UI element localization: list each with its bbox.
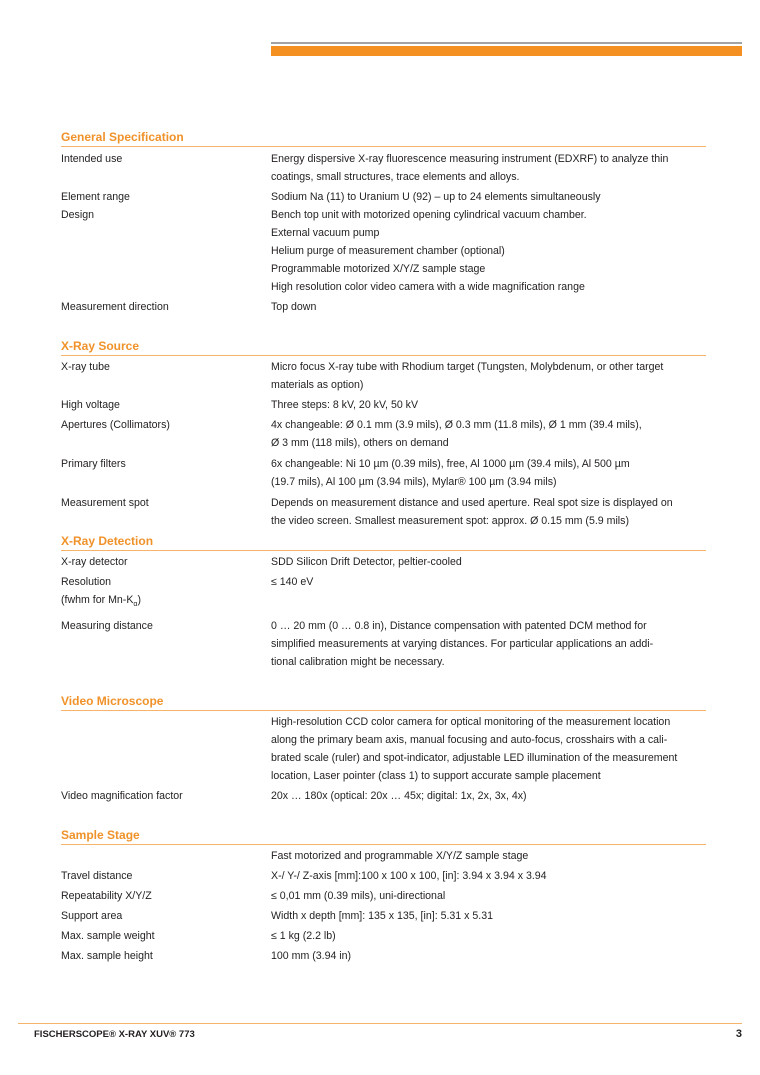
spec-label: Measurement direction xyxy=(61,301,169,313)
spec-value-line: High-resolution CCD color camera for optical monitoring of the measurement location xyxy=(271,716,671,729)
section-general-specification xyxy=(61,129,706,316)
spec-label xyxy=(61,573,271,614)
spec-value xyxy=(271,617,706,671)
section-title: General Specification xyxy=(61,129,706,147)
spec-value-line: 20x … 180x (optical: 20x … 45x; digital: 1x, 2x, 3x, 4x) xyxy=(271,790,527,803)
spec-label: X-ray detector xyxy=(61,556,128,568)
spec-label-text: (fwhm for Mn-K xyxy=(61,594,134,606)
spec-value xyxy=(271,416,706,452)
spec-row xyxy=(61,573,706,614)
spec-label: Travel distance xyxy=(61,870,133,883)
spec-value-line: materials as option) xyxy=(271,379,364,391)
spec-row xyxy=(61,455,706,491)
spec-value-line: Top down xyxy=(271,301,317,313)
header-orange-bar xyxy=(271,46,742,56)
spec-row xyxy=(61,947,706,965)
spec-row xyxy=(61,713,706,785)
spec-value-line: 100 mm (3.94 in) xyxy=(271,950,352,963)
spec-label: Design xyxy=(61,209,94,221)
spec-row xyxy=(61,358,706,394)
section-title: Video Microscope xyxy=(61,693,706,711)
spec-label: X-ray tube xyxy=(61,361,110,373)
spec-row xyxy=(61,887,706,905)
spec-label-line: Resolution xyxy=(61,576,112,588)
spec-value xyxy=(271,927,706,945)
spec-row xyxy=(61,206,706,296)
section-x-ray-source xyxy=(61,338,706,530)
spec-value-line: SDD Silicon Drift Detector, peltier-cooled xyxy=(271,556,462,568)
header-gray-rule xyxy=(271,42,742,44)
spec-label: Video magnification factor xyxy=(61,790,183,803)
spec-label: Apertures (Collimators) xyxy=(61,419,170,431)
spec-content xyxy=(61,129,706,965)
spec-value xyxy=(271,887,706,905)
spec-label-subscript: α xyxy=(133,601,138,609)
spec-value-line: External vacuum pump xyxy=(271,227,380,239)
section-title: Sample Stage xyxy=(61,827,706,845)
page-number: 3 xyxy=(735,1028,742,1040)
spec-value xyxy=(271,573,706,614)
spec-value-line: Width x depth [mm]: 135 x 135, [in]: 5.31 x 5.31 xyxy=(271,910,493,923)
spec-value-line: brated scale (ruler) and spot-indicator, adjustable LED illumination of the measurement xyxy=(271,752,678,765)
spec-value xyxy=(271,907,706,925)
spec-label xyxy=(61,713,271,785)
spec-row xyxy=(61,494,706,530)
section-title: X-Ray Detection xyxy=(61,533,706,551)
spec-value xyxy=(271,150,706,186)
spec-value xyxy=(271,206,706,296)
spec-row xyxy=(61,847,706,865)
spec-value xyxy=(271,455,706,491)
spec-row xyxy=(61,617,706,671)
spec-value-line: Ø 3 mm (118 mils), others on demand xyxy=(271,437,449,449)
spec-value xyxy=(271,188,706,206)
section-title: X-Ray Source xyxy=(61,338,706,356)
spec-value-line: Sodium Na (11) to Uranium U (92) – up to 24 elements simultaneously xyxy=(271,191,601,203)
spec-value-line: coatings, small structures, trace elements and alloys. xyxy=(271,171,520,183)
spec-value xyxy=(271,553,706,571)
spec-value-line: Depends on measurement distance and used aperture. Real spot size is displayed on xyxy=(271,497,673,509)
spec-value-line: simplified measurements at varying distances. For particular applications an addi- xyxy=(271,638,654,651)
spec-row xyxy=(61,188,706,206)
spec-label: Max. sample weight xyxy=(61,930,155,943)
spec-label: Repeatability X/Y/Z xyxy=(61,890,152,903)
section-sample-stage xyxy=(61,827,706,965)
spec-value-line: Micro focus X-ray tube with Rhodium target (Tungsten, Molybdenum, or other target xyxy=(271,361,664,373)
spec-value xyxy=(271,787,706,805)
spec-row xyxy=(61,416,706,452)
spec-label: Support area xyxy=(61,910,123,923)
spec-value-line: High resolution color video camera with a wide magnification range xyxy=(271,281,585,293)
spec-label-text: ) xyxy=(137,594,141,606)
spec-value-line: along the primary beam axis, manual focusing and auto-focus, crosshairs with a cali- xyxy=(271,734,668,747)
spec-value-line: Helium purge of measurement chamber (optional) xyxy=(271,245,505,257)
footer-rule xyxy=(18,1023,742,1024)
spec-row xyxy=(61,907,706,925)
spec-value-line: ≤ 1 kg (2.2 lb) xyxy=(271,930,336,943)
spec-label: Measurement spot xyxy=(61,497,149,509)
spec-row xyxy=(61,298,706,316)
spec-row xyxy=(61,927,706,945)
footer-product-title: FISCHERSCOPE® X-RAY XUV® 773 xyxy=(34,1029,195,1040)
spec-value xyxy=(271,713,706,785)
spec-value-line: Bench top unit with motorized opening cylindrical vacuum chamber. xyxy=(271,209,587,221)
spec-value xyxy=(271,847,706,865)
spec-row xyxy=(61,787,706,805)
spec-label: Max. sample height xyxy=(61,950,153,963)
spec-value-line: ≤ 140 eV xyxy=(271,576,314,588)
spec-label: High voltage xyxy=(61,399,120,411)
spec-label: Element range xyxy=(61,191,130,203)
spec-label: Measuring distance xyxy=(61,620,153,633)
spec-value-line: location, Laser pointer (class 1) to support accurate sample placement xyxy=(271,770,601,783)
spec-value-line: X-/ Y-/ Z-axis [mm]:100 x 100 x 100, [in]: 3.94 x 3.94 x 3.94 xyxy=(271,870,547,883)
spec-value-line: 0 … 20 mm (0 … 0.8 in), Distance compensation with patented DCM method for xyxy=(271,620,647,633)
spec-value-line: Three steps: 8 kV, 20 kV, 50 kV xyxy=(271,399,419,411)
spec-value-line: Programmable motorized X/Y/Z sample stage xyxy=(271,263,486,275)
spec-value-line: 6x changeable: Ni 10 µm (0.39 mils), free, Al 1000 µm (39.4 mils), Al 500 µm xyxy=(271,458,630,470)
spec-value xyxy=(271,298,706,316)
spec-label-line xyxy=(61,591,271,614)
spec-value-line: tional calibration might be necessary. xyxy=(271,656,445,669)
spec-value xyxy=(271,396,706,414)
spec-value-line: Energy dispersive X-ray fluorescence measuring instrument (EDXRF) to analyze thin xyxy=(271,153,669,165)
spec-value-line: (19.7 mils), Al 100 µm (3.94 mils), Mylar® 100 µm (3.94 mils) xyxy=(271,476,557,488)
spec-value-line: the video screen. Smallest measurement spot: approx. Ø 0.15 mm (5.9 mils) xyxy=(271,515,629,527)
spec-value-line: ≤ 0,01 mm (0.39 mils), uni-directional xyxy=(271,890,446,903)
spec-row xyxy=(61,150,706,186)
spec-row xyxy=(61,867,706,885)
spec-value xyxy=(271,947,706,965)
spec-label: Intended use xyxy=(61,153,123,165)
section-video-microscope xyxy=(61,693,706,805)
spec-value-line: Fast motorized and programmable X/Y/Z sample stage xyxy=(271,850,529,863)
spec-label: Primary filters xyxy=(61,458,126,470)
spec-value xyxy=(271,358,706,394)
spec-row xyxy=(61,396,706,414)
spec-value-line: 4x changeable: Ø 0.1 mm (3.9 mils), Ø 0.3 mm (11.8 mils), Ø 1 mm (39.4 mils), xyxy=(271,419,642,431)
section-x-ray-detection xyxy=(61,533,706,671)
spec-value xyxy=(271,494,706,530)
spec-row xyxy=(61,553,706,571)
spec-value xyxy=(271,867,706,885)
spec-label xyxy=(61,847,271,865)
